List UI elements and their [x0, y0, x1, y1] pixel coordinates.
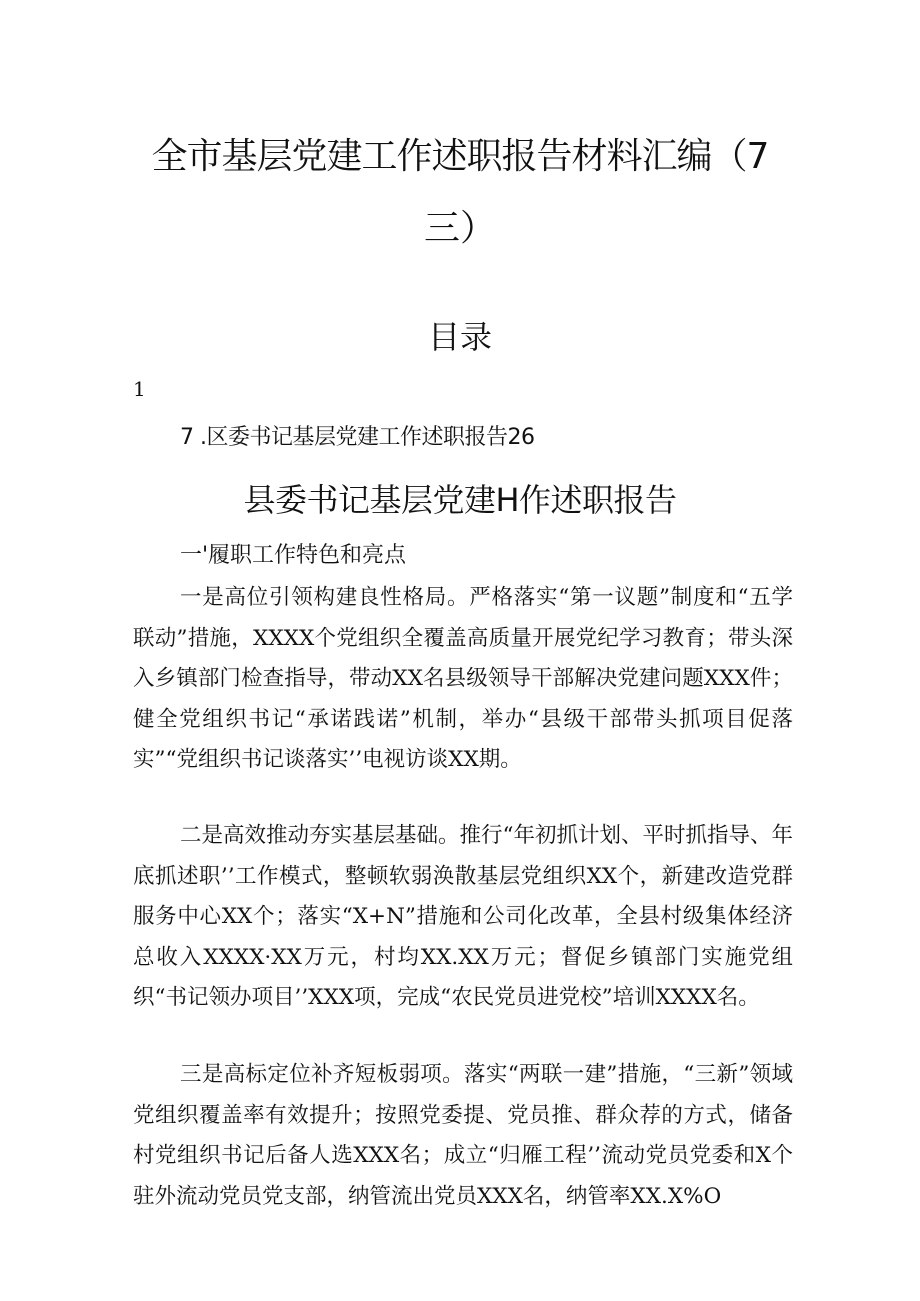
body-paragraph-1: 一是高位引领构建良性格局。严格落实“第一议题”制度和“五学联动”措施，XXXX个党组织全覆盖高质量开展党纪学习教育；带头深入乡镇部门检查指导，带动XX名县级领导干部解决党建问题XXX件；健全党组织书记“承诺践诺”机制，举办“县级干部带头抓项目促落实”“党组织书记谈落实’’电视访谈XX期。 — [133, 585, 793, 772]
document-title-line-1: 全市基层党建工作述职报告材料汇编（7 — [151, 136, 769, 177]
body-paragraph-2: 二是高效推动夯实基层基础。推行“年初抓计划、平时抓指导、年底抓述职’’工作模式，整顿软弱涣散基层党组织XX个，新建改造党群服务中心XX个；落实“X+N”措施和公司化改革，全县村级集体经济总收入XXXX·XX万元，村均XX.XX万元；督促乡镇部门实施党组织“书记领办项目’’XXX项，完成“农民党员进党校”培训XXXX名。 — [133, 823, 793, 1010]
page-number: 1 — [133, 377, 146, 401]
toc-heading: 目录 — [427, 318, 492, 356]
section-heading: 一'履职工作特色和亮点 — [180, 543, 407, 568]
toc-entry: 7 .区委书记基层党建工作述职报告26 — [180, 425, 535, 450]
document-title-line-2: 三） — [423, 208, 496, 249]
body-paragraph-3: 三是高标定位补齐短板弱项。落实“两联一建”措施，“三新”领域党组织覆盖率有效提升；按照党委提、党员推、群众荐的方式，储备村党组织书记后备人选XXX名；成立“归雁工程’’流动党员党委和X个驻外流动党员党支部，纳管流出党员XXX名，纳管率XX.X%O — [133, 1062, 793, 1209]
report-title: 县委书记基层党建H作述职报告 — [243, 481, 677, 519]
